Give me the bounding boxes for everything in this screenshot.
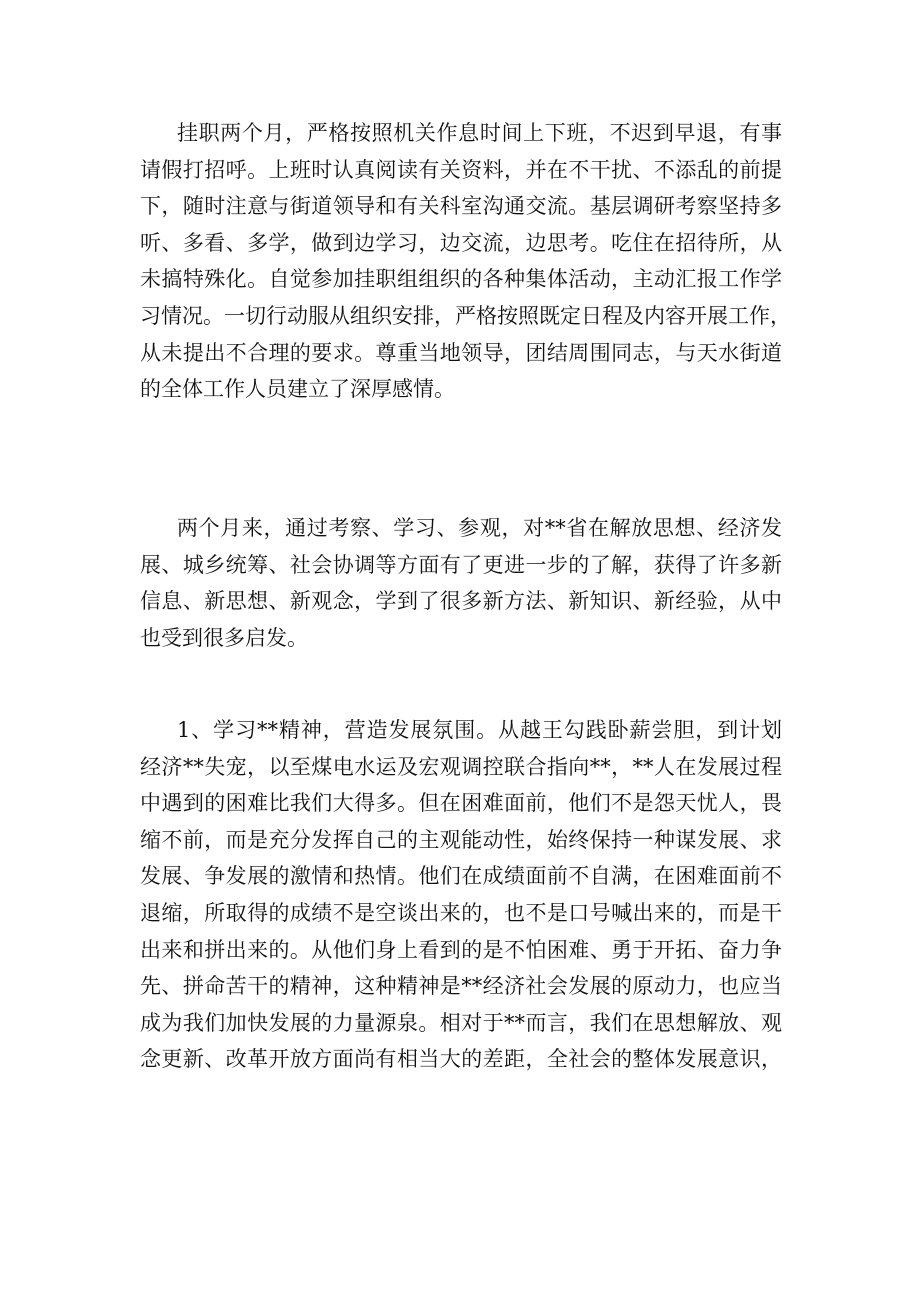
- paragraph-line: 1、学习**精神，营造发展氛围。从越王勾践卧薪尝胆，到计划: [177, 718, 782, 742]
- paragraph-line: 经济**失宠，以至煤电水运及宏观调控联合指向**，**人在发展过程: [140, 754, 782, 779]
- paragraph-line: 成为我们加快发展的力量源泉。相对于**而言，我们在思想解放、观: [140, 1010, 782, 1035]
- paragraph-1: [140, 115, 791, 408]
- paragraph-line: 先、拼命苦干的精神，这种精神是**经济社会发展的原动力，也应当: [140, 974, 782, 999]
- paragraph-line: 听、多看、多学，做到边学习，边交流，边思考。吃住在招待所，从: [140, 230, 782, 255]
- paragraph-line: 中遇到的困难比我们大得多。但在困难面前，他们不是怨天忧人，畏: [140, 791, 782, 816]
- paragraph-line: 习情况。一切行动服从组织安排，严格按照既定日程及内容开展工作，: [140, 303, 791, 328]
- paragraph-line: 请假打招呼。上班时认真阅读有关资料，并在不干扰、不添乱的前提: [140, 157, 782, 182]
- paragraph-line: 念更新、改革开放方面尚有相当大的差距，全社会的整体发展意识，: [140, 1047, 782, 1072]
- paragraph-2: [140, 510, 782, 656]
- paragraph-line: 出来和拼出来的。从他们身上看到的是不怕困难、勇于开拓、奋力争: [140, 937, 782, 962]
- paragraph-line: 退缩，所取得的成绩不是空谈出来的，也不是口号喊出来的，而是干: [140, 900, 782, 925]
- paragraph-line: 从未提出不合理的要求。尊重当地领导，团结周围同志，与天水街道: [140, 340, 782, 365]
- paragraph-line: 信息、新思想、新观念，学到了很多新方法、新知识、新经验，从中: [140, 589, 782, 614]
- paragraph-line: 发展、争发展的激情和热情。他们在成绩面前不自满，在困难面前不: [140, 864, 782, 889]
- paragraph-line: 下，随时注意与街道领导和有关科室沟通交流。基层调研考察坚持多: [140, 194, 782, 219]
- paragraph-line: 未搞特殊化。自觉参加挂职组组织的各种集体活动，主动汇报工作学: [140, 267, 782, 292]
- paragraph-line: 两个月来，通过考察、学习、参观，对**省在解放思想、经济发: [177, 516, 782, 540]
- paragraph-line: 展、城乡统筹、社会协调等方面有了更进一步的了解，获得了许多新: [140, 552, 782, 577]
- paragraph-line: 缩不前，而是充分发挥自己的主观能动性，始终保持一种谋发展、求: [140, 827, 782, 852]
- paragraph-line: 的全体工作人员建立了深厚感情。: [140, 377, 455, 402]
- paragraph-3: [140, 712, 782, 1078]
- paragraph-line: 挂职两个月，严格按照机关作息时间上下班，不迟到早退，有事: [177, 121, 782, 145]
- paragraph-line: 也受到很多启发。: [140, 625, 308, 650]
